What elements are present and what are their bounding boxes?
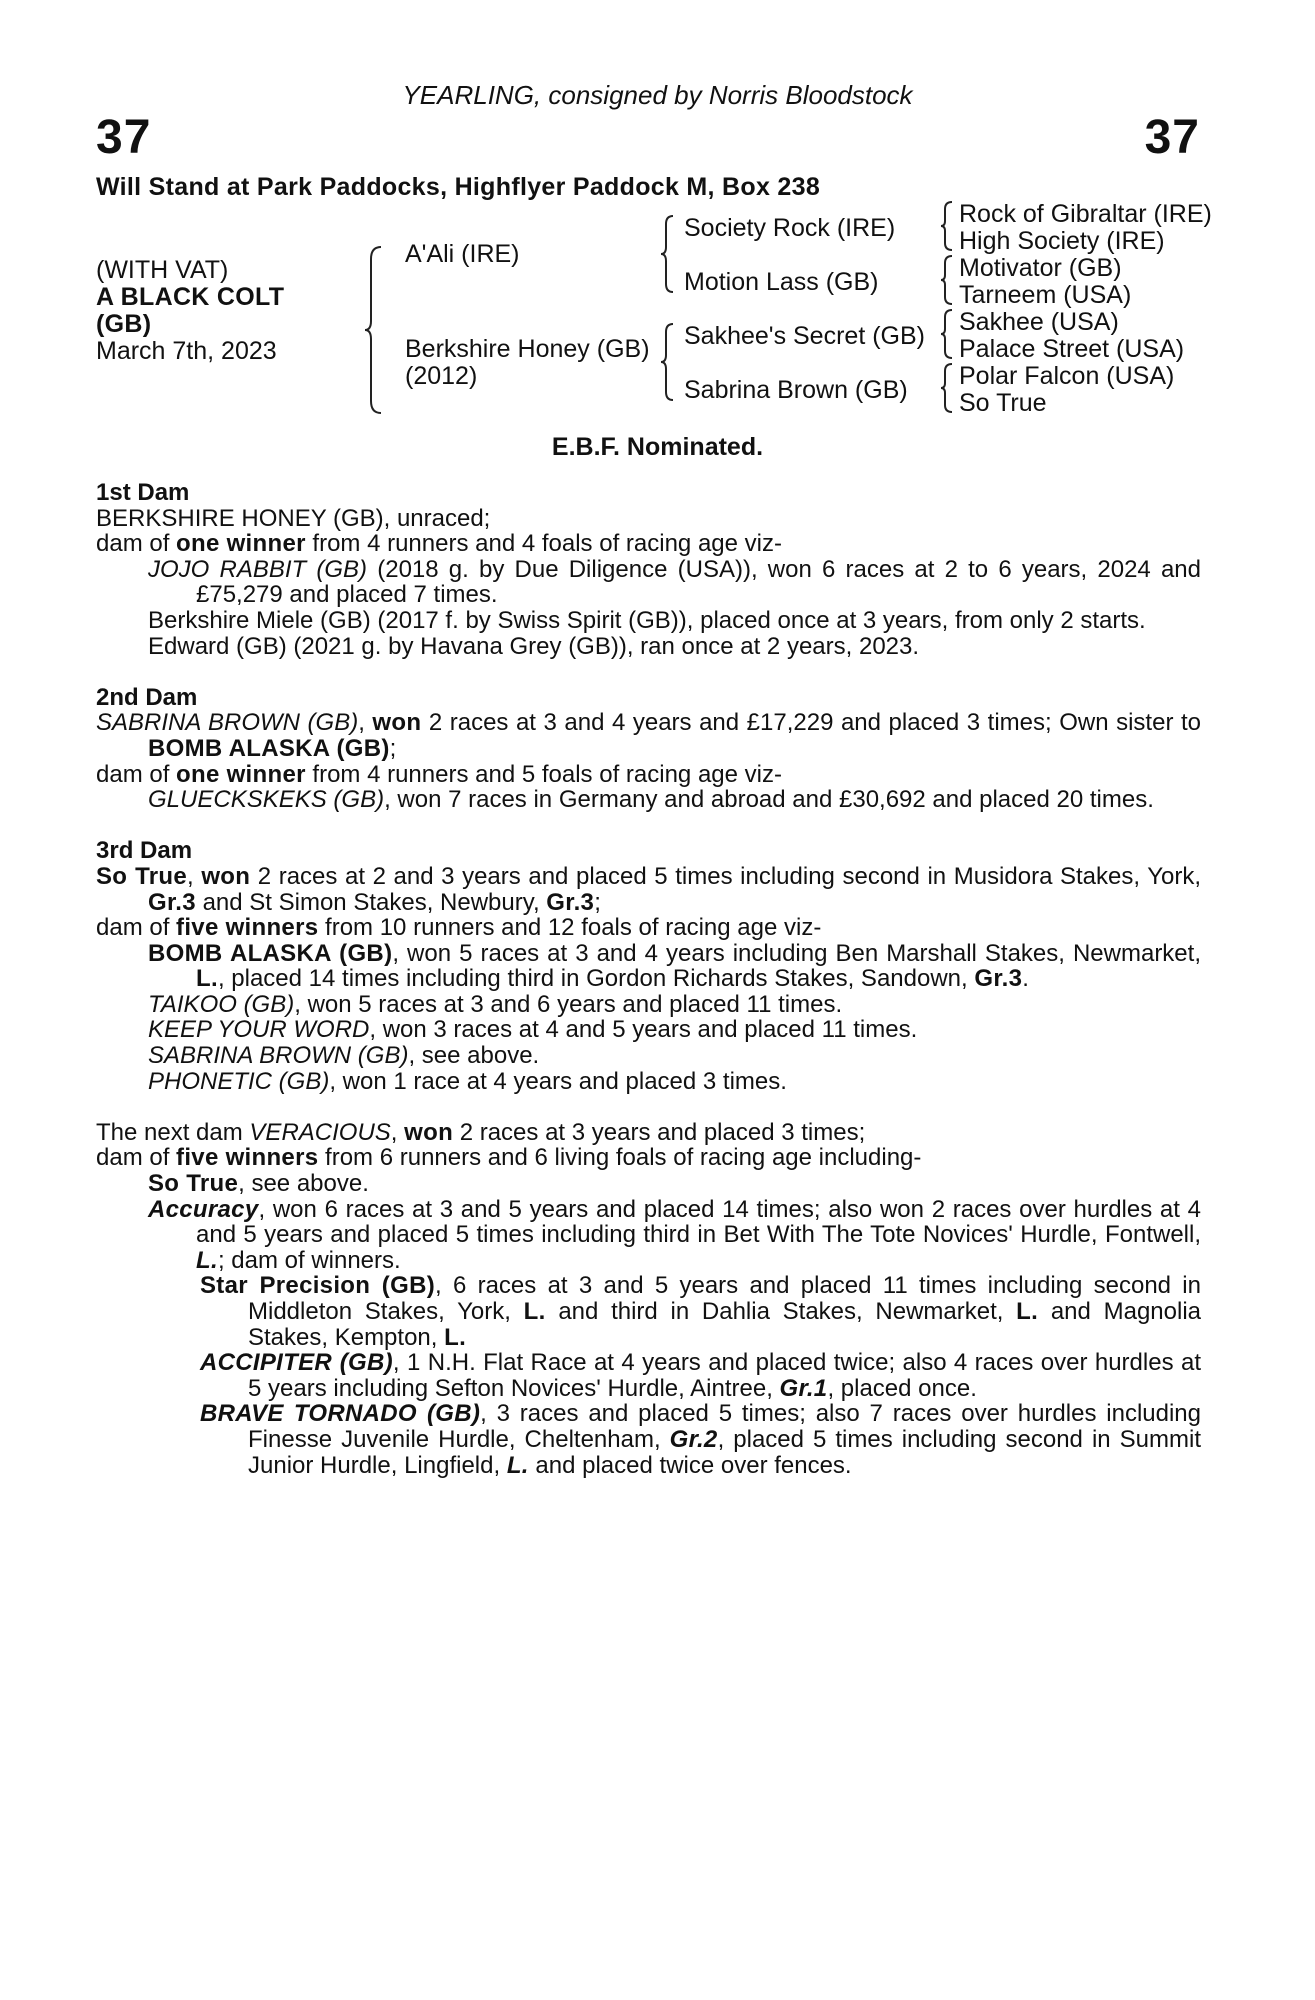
pedigree-sire-dam: Motion Lass (GB) [684, 268, 879, 296]
ebf-nomination: E.B.F. Nominated. [551, 433, 764, 461]
next-dam-granddaughter-foal-3: BRAVE TORNADO (GB), 3 races and placed 5 times; also 7 races over hurdles including Finesse Juvenile Hurdle, Cheltenham, Gr.2, placed 5 times including second in Summit Junior Hurdle, Lingfield, L. and placed twice over fences. [200, 1400, 1202, 1479]
next-dam-foal-2: Accuracy, won 6 races at 3 and 5 years and placed 14 times; also won 2 races over hurdles at 4 and 5 years and placed 5 times including third in Bet With The Tote Novices' Hurdle, Fontwell, L.; dam of winners. [148, 1195, 1201, 1274]
third-dam-foal-5: PHONETIC (GB), won 1 race at 4 years and placed 3 times. [148, 1067, 787, 1095]
first-dam-line: BERKSHIRE HONEY (GB), unraced; [96, 504, 491, 532]
third-dam-foal-4: SABRINA BROWN (GB), see above. [148, 1042, 540, 1070]
first-dam-foal-3: Edward (GB) (2021 g. by Havana Grey (GB)), ran once at 2 years, 2023. [148, 632, 920, 660]
pedigree-brace-sire [660, 214, 676, 294]
lot-number-left: 37 [96, 111, 152, 164]
pedigree-dd-dam: So True [959, 389, 1047, 417]
pedigree-dam-dam: Sabrina Brown (GB) [684, 376, 908, 404]
lot-number-right: 37 [1144, 111, 1200, 164]
pedigree-sire: A'Ali (IRE) [405, 240, 520, 268]
pedigree-brace-ss [940, 200, 954, 252]
foaling-date: March 7th, 2023 [96, 337, 277, 365]
third-dam-foal-3: KEEP YOUR WORD, won 3 races at 4 and 5 years and placed 11 times. [148, 1016, 918, 1044]
pedigree-dam-sire: Sakhee's Secret (GB) [684, 322, 925, 350]
third-dam-line: So True, won 2 races at 2 and 3 years and placed 5 times including second in Musidora Stakes, York, Gr.3 and St Simon Stakes, Newbury, Gr.3; [96, 862, 1202, 916]
next-dam-granddaughter-foal-1: Star Precision (GB), 6 races at 3 and 5 years and placed 11 times including second in Middleton Stakes, York, L. and third in Dahlia Stakes, Newmarket, L. and Magnolia Stakes, Kempton, L. [200, 1272, 1201, 1351]
produce-record [96, 480, 1201, 1478]
third-dam-foal-2: TAIKOO (GB), won 5 races at 3 and 6 years and placed 11 times. [148, 990, 843, 1018]
pedigree-sd-sire: Motivator (GB) [959, 254, 1122, 282]
pedigree-sd-dam: Tarneem (USA) [959, 281, 1132, 309]
pedigree-ds-dam: Palace Street (USA) [959, 335, 1185, 363]
pedigree-brace-dam [660, 322, 676, 402]
pedigree-sire-sire: Society Rock (IRE) [684, 214, 896, 242]
catalogue-subtitle: YEARLING, consigned by Norris Bloodstock [402, 80, 913, 110]
first-dam-produce-summary: dam of one winner from 4 runners and 4 foals of racing age viz- [96, 530, 782, 558]
first-dam-foal-2: Berkshire Miele (GB) (2017 f. by Swiss Spirit (GB)), placed once at 3 years, from only 2 starts. [148, 606, 1146, 634]
pedigree-brace-sd [940, 254, 954, 306]
pedigree-ds-sire: Sakhee (USA) [959, 308, 1119, 336]
pedigree-ss-sire: Rock of Gibraltar (IRE) [959, 200, 1212, 228]
second-dam-produce-summary: dam of one winner from 4 runners and 5 foals of racing age viz- [96, 760, 782, 788]
pedigree-dam-year: (2012) [405, 362, 478, 390]
third-dam-produce-summary: dam of five winners from 10 runners and 12 foals of racing age viz- [96, 914, 822, 942]
next-dam-granddaughter-foal-2: ACCIPITER (GB), 1 N.H. Flat Race at 4 years and placed twice; also 4 races over hurdles at 5 years including Sefton Novices' Hurdle, Aintree, Gr.1, placed once. [200, 1349, 1201, 1402]
horse-name: A BLACK COLT [96, 283, 285, 311]
third-dam-heading: 3rd Dam [96, 837, 193, 865]
pedigree-ss-dam: High Society (IRE) [959, 227, 1165, 255]
horse-name-suffix: (GB) [96, 310, 152, 338]
pedigree-dd-sire: Polar Falcon (USA) [959, 362, 1175, 390]
second-dam-heading: 2nd Dam [96, 683, 198, 711]
next-dam-foal-1: So True, see above. [148, 1170, 369, 1198]
pedigree-brace-main [365, 245, 385, 415]
second-dam-foal-1: GLUECKSKEKS (GB), won 7 races in Germany and abroad and £30,692 and placed 20 times. [148, 786, 1154, 814]
pedigree-brace-ds [940, 308, 954, 360]
pedigree-brace-dd [940, 362, 954, 414]
stand-location: Will Stand at Park Paddocks, Highflyer Paddock M, Box 238 [96, 173, 821, 201]
next-dam-line: The next dam VERACIOUS, won 2 races at 3 years and placed 3 times; [96, 1118, 866, 1146]
second-dam-line: SABRINA BROWN (GB), won 2 races at 3 and 4 years and £17,229 and placed 3 times; Own sister to BOMB ALASKA (GB); [96, 709, 1201, 762]
pedigree-dam: Berkshire Honey (GB) [405, 335, 650, 363]
vat-note: (WITH VAT) [96, 256, 229, 284]
first-dam-foal-1: JOJO RABBIT (GB) (2018 g. by Due Diligence (USA)), won 6 races at 2 to 6 years, 2024 and £75,279 and placed 7 times. [148, 555, 1202, 609]
third-dam-foal-1: BOMB ALASKA (GB), won 5 races at 3 and 4 years including Ben Marshall Stakes, Newmarket, L., placed 14 times including third in Gordon Richards Stakes, Sandown, Gr.3. [148, 939, 1201, 993]
first-dam-heading: 1st Dam [96, 479, 190, 506]
next-dam-produce-summary: dam of five winners from 6 runners and 6 living foals of racing age including- [96, 1144, 922, 1172]
